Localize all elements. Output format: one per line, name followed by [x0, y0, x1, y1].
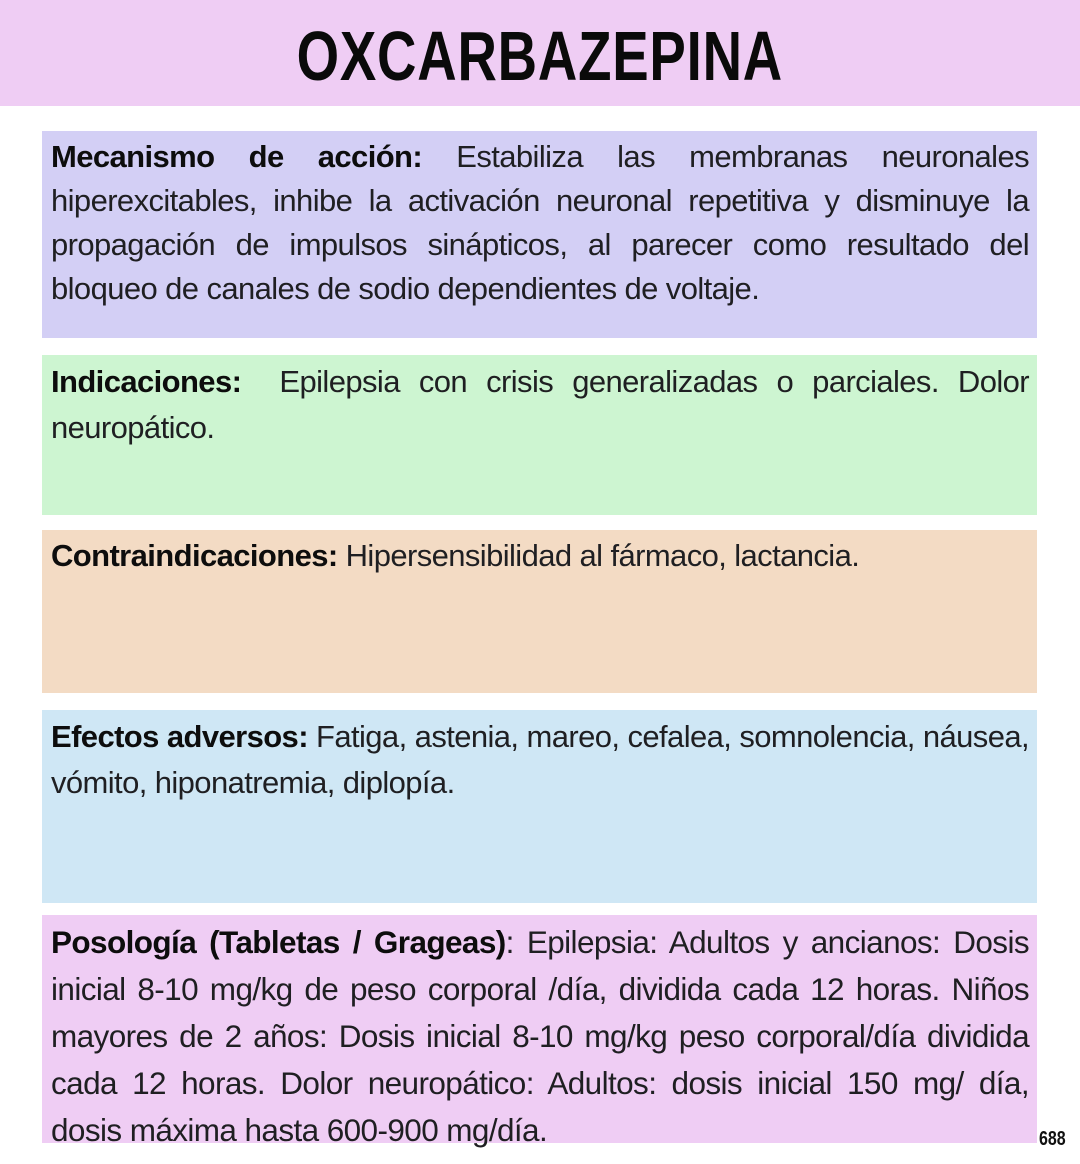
section-label: Indicaciones:: [51, 364, 242, 399]
section-label: Efectos adversos:: [51, 719, 308, 754]
section-contraindicaciones: [42, 530, 1037, 693]
section-body: [51, 919, 1029, 1154]
section-text: Estabiliza las membranas neuronales hiperexcitables, inhibe la activación neuronal repetitiva y disminuye la propagación de impulsos sinápticos, al parecer como resultado del bloqueo de canales de sodio dependientes de voltaje.: [51, 139, 1029, 306]
section-label: Contraindicaciones:: [51, 538, 338, 573]
section-label: Posología (Tabletas / Grageas): [51, 924, 506, 960]
section-body: [51, 135, 1029, 311]
page-title: OXCARBAZEPINA: [296, 17, 784, 95]
page-number: 688: [1039, 1128, 1066, 1150]
section-indicaciones: [42, 355, 1037, 515]
section-text: : Epilepsia: Adultos y ancianos: Dosis inicial 8-10 mg/kg de peso corporal /día, dividida cada 12 horas. Niños mayores de 2 años: Dosis inicial 8-10 mg/kg peso corporal/día dividida cada 12 horas. Dolor neuropático: Adultos: dosis inicial 150 mg/ día, dosis máxima hasta 600-900 mg/día.: [51, 924, 1029, 1148]
section-body: [51, 359, 1038, 451]
section-efectos-adversos: [42, 710, 1037, 903]
title-banner: [0, 0, 1080, 106]
section-mecanismo-de-accion: [42, 131, 1037, 338]
section-body: [51, 534, 1029, 578]
section-body: [51, 714, 1029, 806]
section-text: Fatiga, astenia, mareo, cefalea, somnolencia, náusea, vómito, hiponatremia, diplopía.: [51, 719, 1030, 800]
section-label: Mecanismo de acción:: [51, 139, 423, 174]
section-text: Epilepsia con crisis generalizadas o parciales. Dolor neuropático.: [51, 364, 1038, 445]
section-posologia: [42, 915, 1037, 1148]
section-text: Hipersensibilidad al fármaco, lactancia.: [337, 538, 860, 573]
